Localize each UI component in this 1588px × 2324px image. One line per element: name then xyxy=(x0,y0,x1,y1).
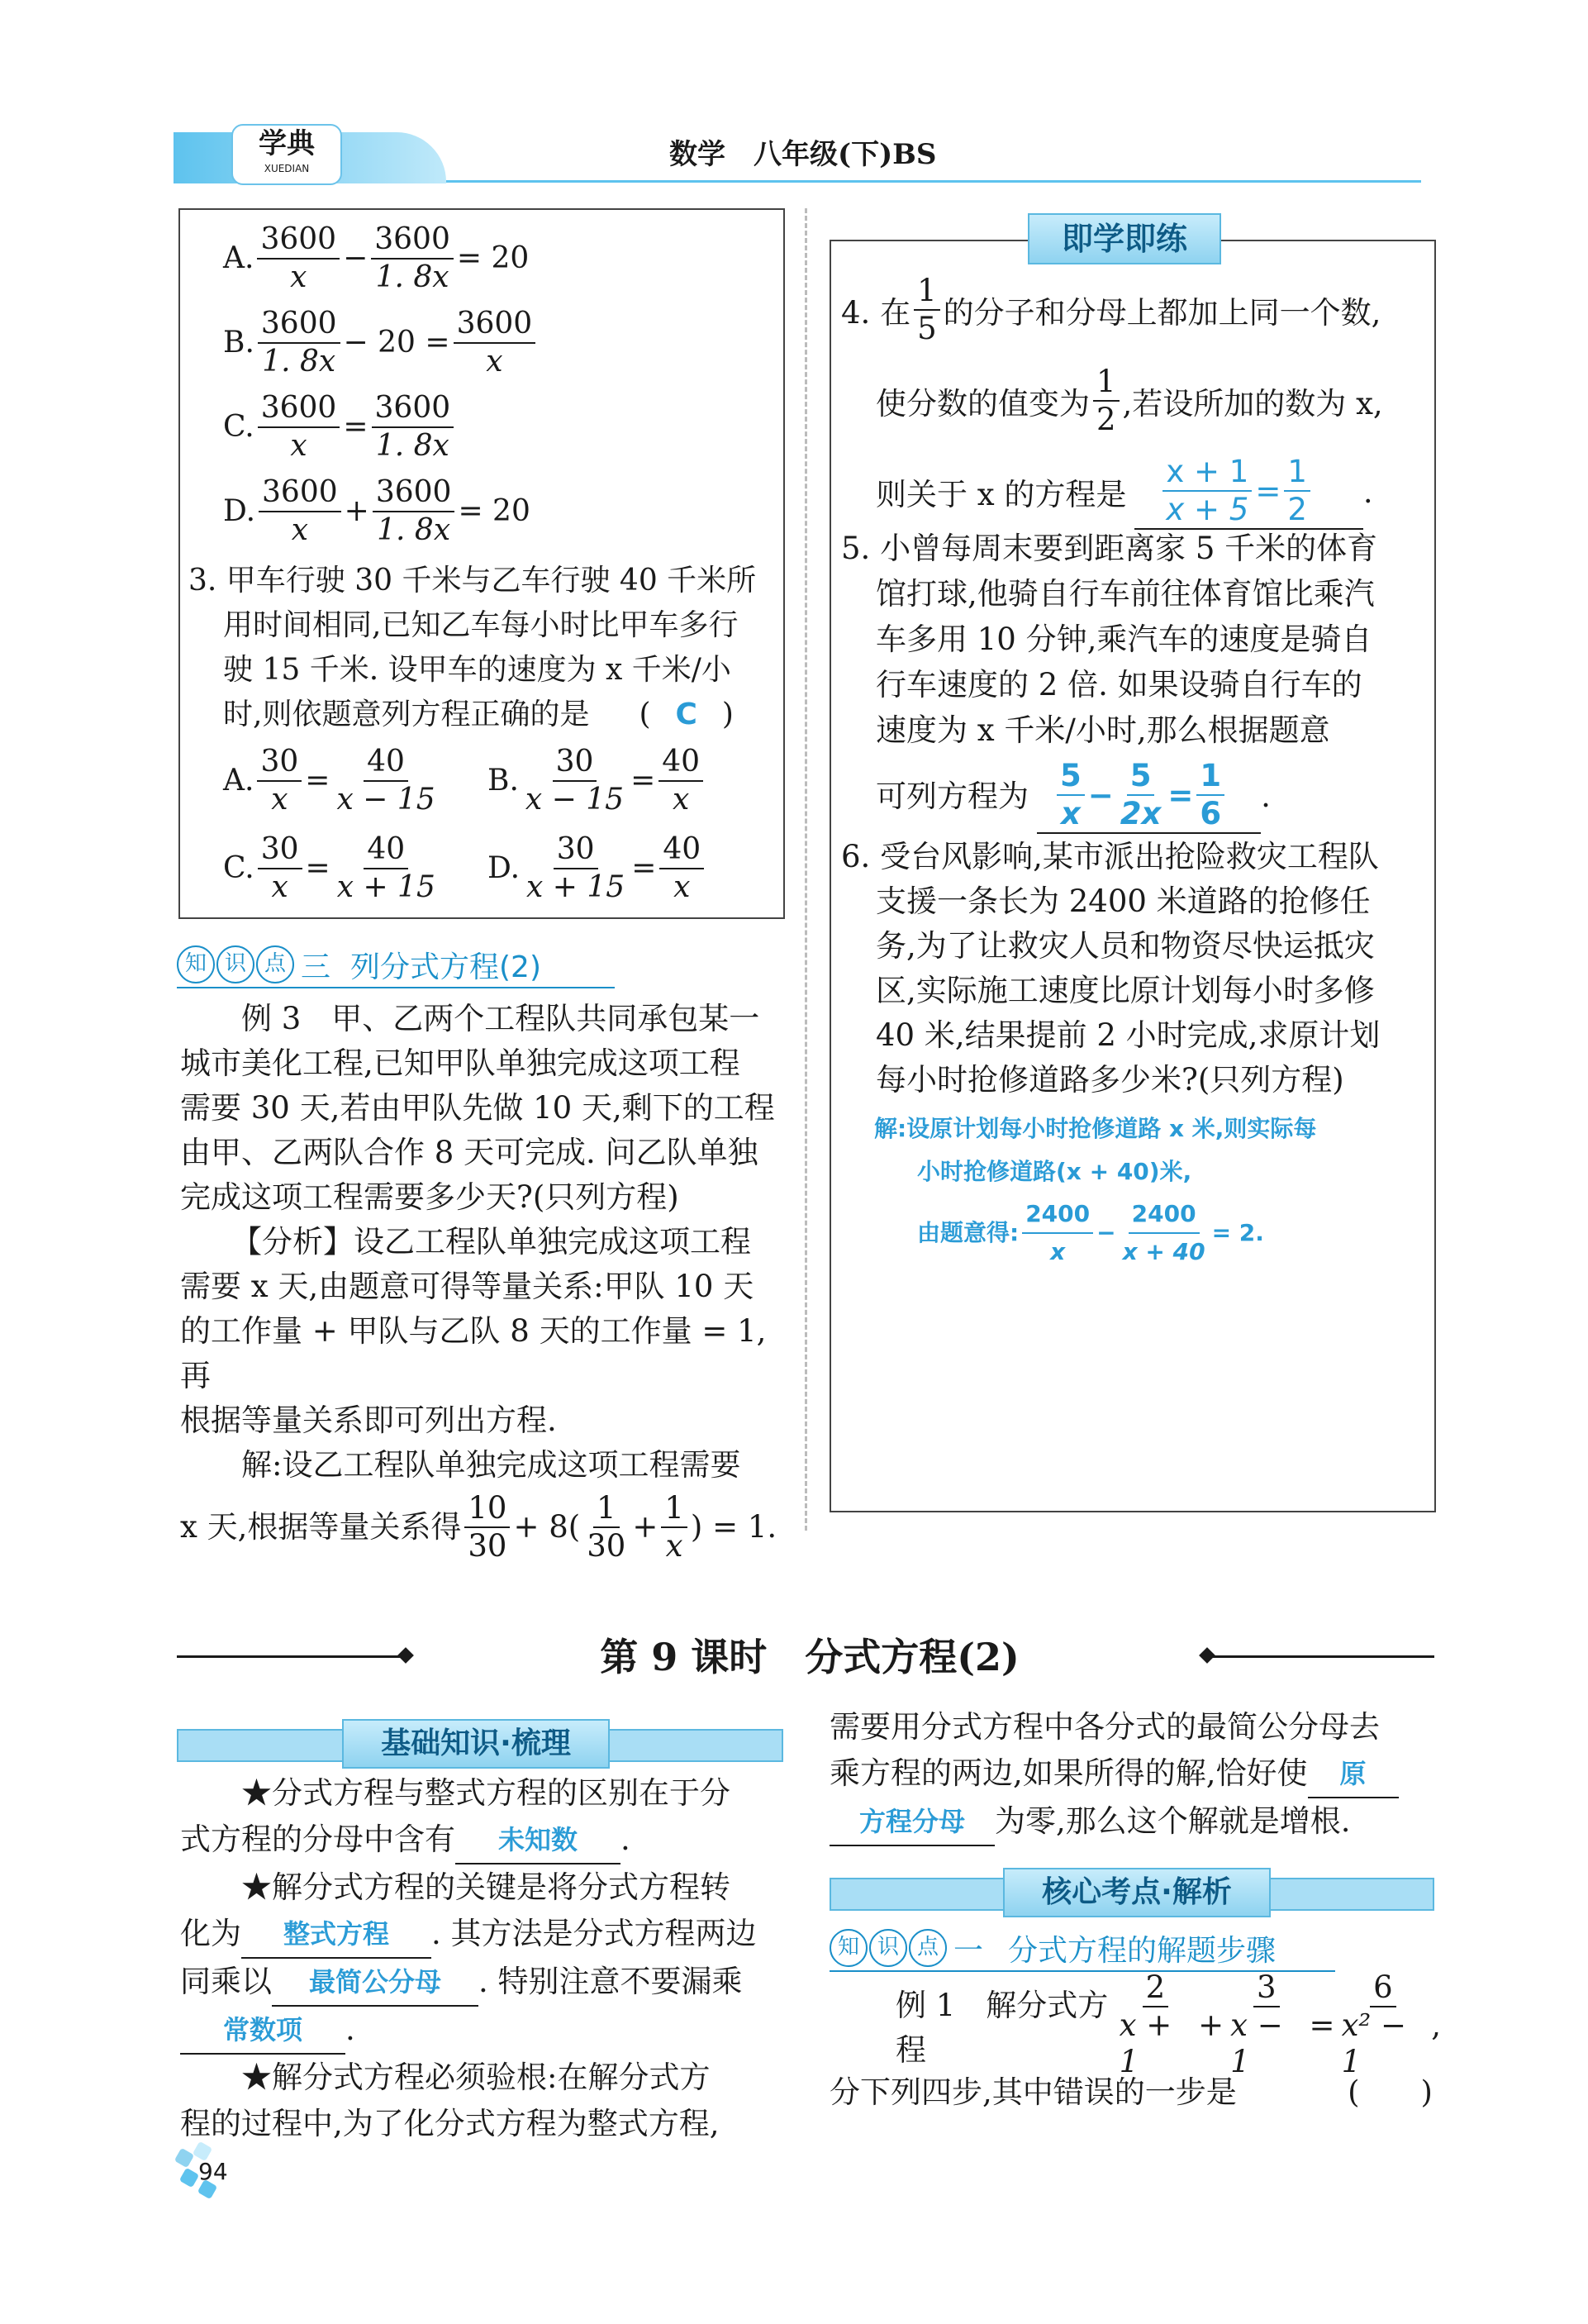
blank-original: 原 xyxy=(1308,1750,1399,1798)
blank-integral-eq: 整式方程 xyxy=(241,1911,431,1959)
q3-last-line: 时,则依题意列方程正确的是 ( C ) xyxy=(188,693,777,737)
blank-unknown: 未知数 xyxy=(455,1817,620,1864)
rb-line: 方程分母 为零,那么这个解就是增根. xyxy=(830,1798,1441,1846)
header-subject: 数学 八年级(下)BS xyxy=(669,138,937,171)
q4-line3: 则关于 x 的方程是 $\frac{x + 1}{x + 5}$ = $\frac{1}{2}$ . xyxy=(841,446,1428,537)
logo-en: XUEDIAN xyxy=(264,163,310,174)
kp1-title: 分式方程的解题步骤 xyxy=(1008,1933,1277,1968)
rb-line: 乘方程的两边,如果所得的解,恰好使 原 xyxy=(830,1750,1441,1798)
q5-answer: $\frac{5}{x}$ − $\frac{5}{2x}$ = $\frac{1}{6}$ xyxy=(1037,758,1261,834)
column-divider xyxy=(805,208,807,1531)
option-row: B. $\frac{3600}{1. 8x}$ − 20 = $\frac{3600}{x}$ xyxy=(223,301,777,385)
question-4 xyxy=(841,264,1428,537)
q3-option-row: C. $\frac{30}{x}$ = $\frac{40}{x + 15}$ D. $\frac{30}{x + 15}$ = $\frac{40}{x}$ xyxy=(223,825,768,912)
lesson-title: 第 9 课时 分式方程(2) xyxy=(600,1635,1020,1679)
q4-answer: $\frac{x + 1}{x + 5}$ = $\frac{1}{2}$ xyxy=(1134,454,1363,530)
basics-banner: 基础知识·梳理 xyxy=(342,1719,610,1769)
header-rule xyxy=(446,180,1421,183)
kp3-title: 列分式方程(2) xyxy=(350,950,542,984)
ex1-line1: 例 1 解分式方程 $\frac{2}{x + 1}$ + $\frac{3}{x - 1}$ = $\frac{6}{\text{x² − 1}}$ , xyxy=(896,1969,1441,2079)
q3-option-row: A. $\frac{30}{x}$ = $\frac{40}{x - 15}$ B. $\frac{30}{x - 15}$ = $\frac{40}{x}$ xyxy=(223,737,768,825)
page-number: 94 xyxy=(198,2158,228,2185)
question-5: 5. 小曾每周末要到距离家 5 千米的体育 馆打球,他骑自行车前往体育馆比乘汽 车多用 10 分钟,乘汽车的速度是骑自 行车速度的 2 倍. 如果设骑自行车的 速度为 x 千米/小时,那么根据题意 可列方程为 $\frac{5}{x}$ − $\frac{5}{2x}$ = $\frac{1}{6}$ . xyxy=(841,526,1428,839)
knowledge-point-3: 知 识 点 三 列分式方程(2) xyxy=(177,942,615,988)
core-banner: 核心考点·解析 xyxy=(1003,1868,1271,1917)
lesson-title-right-rule xyxy=(1208,1655,1434,1658)
q3-answer: C xyxy=(675,698,697,731)
basics-line: 化为 整式方程 . 其方法是分式方程两边 xyxy=(180,1911,792,1959)
practice-box-title: 即学即练 xyxy=(1028,213,1221,264)
q4-line2: 使分数的值变为 $\frac{1}{2}$ ,若设所加的数为 x, xyxy=(876,364,1383,437)
blank-constant: 常数项 xyxy=(180,2007,345,2055)
example-1 xyxy=(830,1969,1441,2116)
basics-line: 式方程的分母中含有 未知数 . xyxy=(180,1817,792,1864)
option-row: C. $\frac{3600}{x}$ = $\frac{3600}{1. 8x}$ xyxy=(223,385,777,469)
right-bottom-content: 需要用分式方程中各分式的最简公分母去 乘方程的两边,如果所得的解,恰好使 原 方程分母 为零,那么这个解就是增根. xyxy=(830,1704,1441,1846)
question-3: 3. 甲车行驶 30 千米与乙车行驶 40 千米所 用时间相同,已知乙车每小时比甲车多行 驶 15 千米. 设甲车的速度为 x 千米/小 时,则依题意列方程正确的是 ( C ) xyxy=(188,559,777,737)
option-row: A. $\frac{3600}{x}$ − $\frac{3600}{1. 8x}$ = 20 xyxy=(223,222,530,294)
knowledge-point-1: 知 识 点 一 分式方程的解题步骤 xyxy=(830,1926,1335,1972)
lesson-title-left-diamond xyxy=(397,1647,414,1664)
options-2 xyxy=(223,217,777,554)
header xyxy=(174,124,1429,190)
logo xyxy=(231,124,342,185)
basics-line: 同乘以 最简公分母 . 特别注意不要漏乘 xyxy=(180,1959,792,2007)
q4-line1: 4. 在 $\frac{1}{5}$ 的分子和分母上都加上同一个数, xyxy=(841,273,1381,346)
example3-equation: x 天,根据等量关系得 $\frac{10}{30}$ + 8( $\frac{1}{30}$ + $\frac{1}{x}$ ) = 1. xyxy=(180,1490,777,1564)
ex1-line2: 分下列四步,其中错误的一步是 ( ) xyxy=(830,2074,1433,2110)
q5-answer-line: 可列方程为 $\frac{5}{x}$ − $\frac{5}{2x}$ = $\frac{1}{6}$ . xyxy=(841,753,1428,839)
basics-content: ★分式方程与整式方程的区别在于分 式方程的分母中含有 未知数 . ★解分式方程的关键是将分式方程转 化为 整式方程 . 其方法是分式方程两边 同乘以 最简公分母 . 特别注意不要漏乘 常数项 . ★解分式方程必须验根:在解分式方 程的过程中,为了化分式方程为整式方程, xyxy=(180,1770,792,2147)
q3-options xyxy=(223,737,768,912)
lesson-title-left-rule xyxy=(177,1655,408,1658)
blank-lcd: 最简公分母 xyxy=(272,1959,478,2007)
q6-solution: 解:设原计划每小时抢修道路 x 米,则实际每 小时抢修道路(x + 40)米, 由题意得: $\frac{2400}{x}$ − $\frac{2400}{x + 40}$ = 2. xyxy=(874,1107,1436,1273)
q6-solution-equation: 由题意得: $\frac{2400}{x}$ − $\frac{2400}{x + 40}$ = 2. xyxy=(874,1193,1436,1273)
basics-line: 常数项 . xyxy=(180,2007,792,2055)
question-6: 6. 受台风影响,某市派出抢险救灾工程队 支援一条长为 2400 米道路的抢修任 务,为了让救灾人员和物资尽快运抵灾 区,实际施工速度比原计划每小时多修 40 米,结果提前 2 小时完成,求原计划 每小时抢修道路多少米?(只列方程) xyxy=(841,839,1381,1098)
logo-cn: 学典 xyxy=(259,127,315,160)
example-3: 例 3 甲、乙两个工程队共同承包某一 城市美化工程,已知甲队单独完成这项工程 需要 30 天,若由甲队先做 10 天,剩下的工程 由甲、乙两队合作 8 天可完成. 问乙队单独 完成这项工程需要多少天?(只列方程) 【分析】设乙工程队单独完成这项工程 需要 x 天,由题意可得等量关系:甲队 10 天 的工作量 + 甲队与乙队 8 天的工作量 = 1,再 根据等量关系即可列出方程. 解:设乙工程队单独完成这项工程需要 x 天,根据等量关系得 $\frac{10}{30}$ + 8( $\frac{1}{30}$ + $\frac{1}{x}$ ) = 1. xyxy=(180,997,792,1567)
blank-denominator: 方程分母 xyxy=(830,1798,995,1846)
option-row: D. $\frac{3600}{x}$ + $\frac{3600}{1. 8x}$ = 20 xyxy=(223,475,530,547)
